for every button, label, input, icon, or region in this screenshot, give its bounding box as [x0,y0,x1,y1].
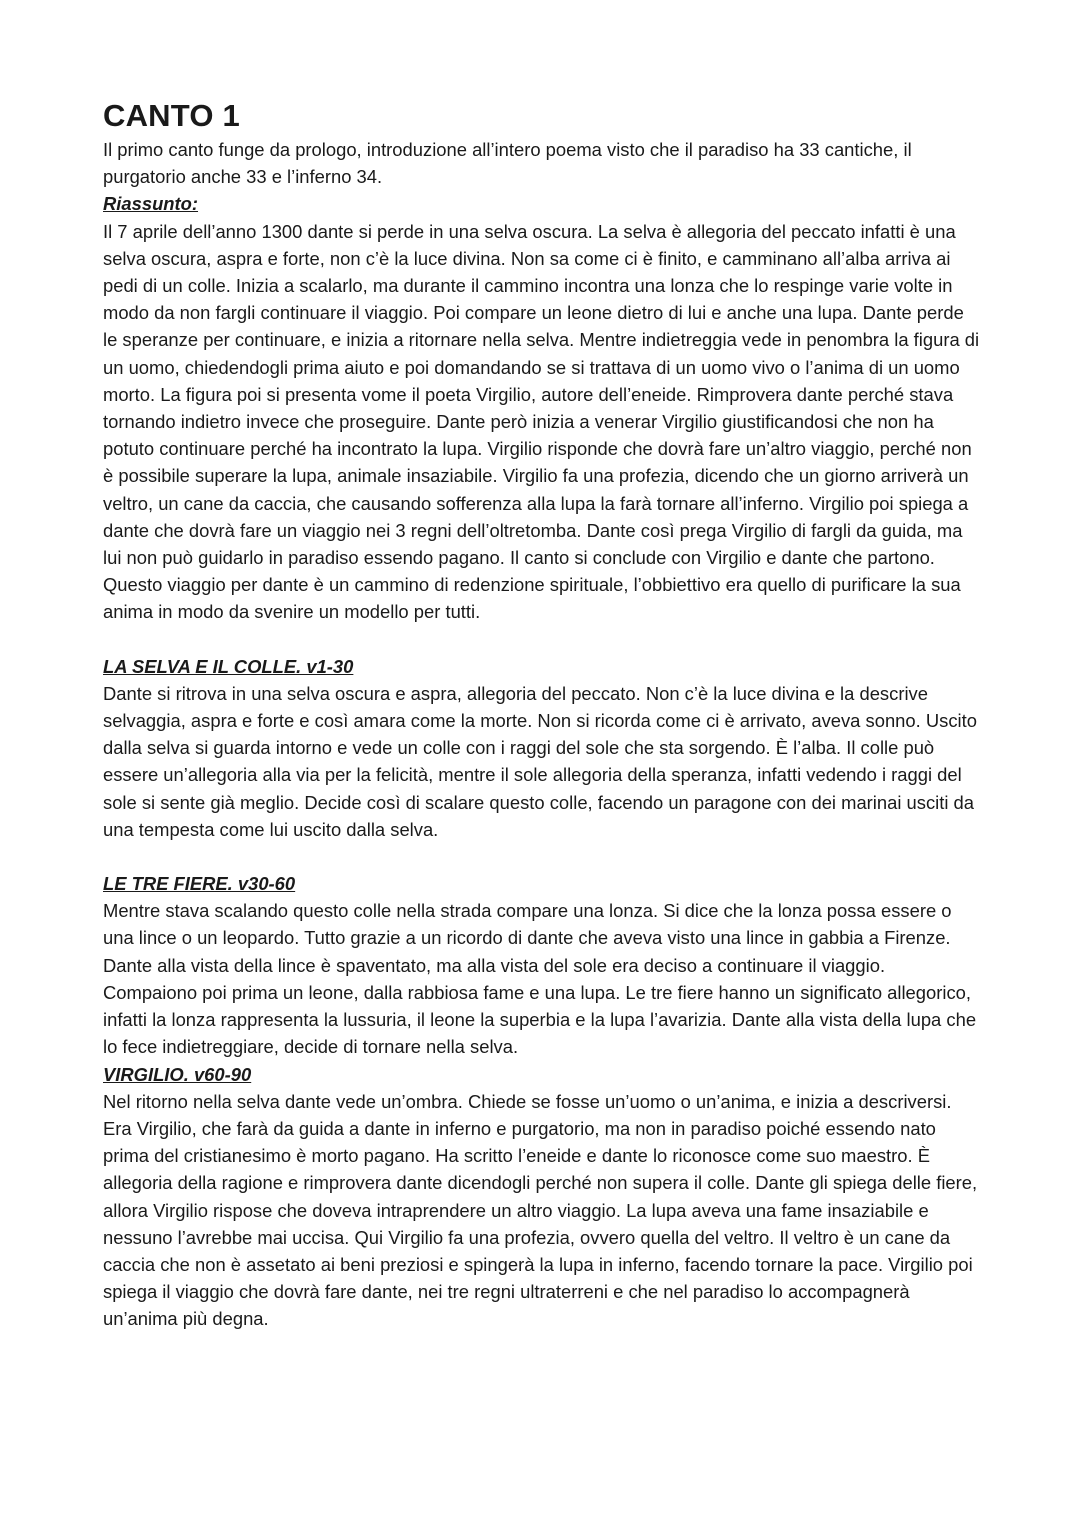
intro-paragraph: Il primo canto funge da prologo, introduzione all’intero poema visto che il paradiso ha 33 cantiche, il purgatorio anche 33 e l’inferno 34. [103,139,912,188]
section-text-virgilio: Nel ritorno nella selva dante vede un’ombra. Chiede se fosse un’uomo o un’anima, e inizia a descriversi. Era Virgilio, che farà da guida a dante in inferno e purgatorio, ma non in paradiso poiché essendo nato prima del cristianesimo è morto pagano. Ha scritto l’eneide e dante lo riconosce come suo maestro. È allegoria della ragione e rimprovera dante dicendogli perché non supera il colle. Dante gli spiega delle fiere, allora Virgilio rispose che doveva intraprendere un altro viaggio. La lupa aveva una fame insaziabile e nessuno l’avrebbe mai uccisa. Qui Virgilio fa una profezia, ovvero quella del veltro. Il veltro è un cane da caccia che non è assetato ai beni preziosi e spingerà la lupa in inferno, facendo tornare la pace. Virgilio poi spiega il viaggio che dovrà fare dante, nei tre regni ultraterreni e che nel paradiso lo accompagnerà un’anima più degna. [103,1090,978,1330]
section-heading-virgilio: VIRGILIO. v60-90 [103,1063,252,1085]
riassunto-paragraph: Il 7 aprile dell’anno 1300 dante si perde in una selva oscura. La selva è allegoria del peccato infatti è una selva oscura, aspra e forte, non c’è la luce divina. Non sa come ci è finito, e camminano all’alba arriva ai pedi di un colle. Inizia a scalarlo, ma durante il cammino incontra una lonza che lo respinge varie volte in modo da non fargli continuare il viaggio. Poi compare un leone dietro di lui e anche una lupa. Dante perde le speranze per continuare, e inizia a ritornare nella selva. Mentre indietreggia vede in penombra la figura di un uomo, chiedendogli prima aiuto e poi domandando se si trattava di un uomo vivo o l’anima di un uomo morto. La figura poi si presenta vome il poeta Virgilio, autore dell’eneide. Rimprovera dante perché stava tornando indietro invece che proseguire. Dante però inizia a venerar Virgilio giustificandosi che non ha potuto continuare perché ha incontrato la lupa. Virgilio risponde che dovrà fare un’altro viaggio, perché non è possibile superare la lupa, animale insaziabile. Virgilio fa una profezia, dicendo che un giorno arriverà un veltro, un cane da caccia, che causando sofferenza alla lupa la farà tornare all’inferno. Virgilio poi spiega a dante che dovrà fare un viaggio nei 3 regni dell’oltretomba. Dante così prega Virgilio di fargli da guida, ma lui non può guidarlo in paradiso essendo pagano. Il canto si conclude con Virgilio e dante che partono. [103,220,980,569]
section-text-tre-fiere: Mentre stava scalando questo colle nella strada compare una lonza. Si dice che la lonza possa essere o una lince o un leopardo. Tutto grazie a un ricordo di dante che aveva visto una lince in gabbia a Firenze. Dante alla vista della lince è spaventato, ma alla vista del sole era deciso a continuare il viaggio. Compaiono poi prima un leone, dalla rabbiosa fame e una lupa. Le tre fiere hanno un significato allegorico, infatti la lonza rappresenta la lussuria, il leone la superbia e la lupa l’avarizia. Dante alla vista della lupa che lo fece indietreggiare, decide di tornare nella selva. [103,900,977,1058]
section-text-selva-colle: Dante si ritrova in una selva oscura e aspra, allegoria del peccato. Non c’è la luce divina e la descrive selvaggia, aspra e forte e così amara come la morte. Non si ricorda come ci è arrivato, aveva sonno. Uscito dalla selva si guarda intorno e vede un colle con i raggi del sole che sta sorgendo. È l’alba. Il colle può essere un’allegoria alla via per la felicità, mentre il sole allegoria della speranza, infatti vedendo i raggi del sole si sente già meglio. Decide così di scalare questo colle, facendo un paragone con dei marinai usciti da una tempesta come lui uscito dalla selva. [103,682,977,840]
spacer [103,843,983,870]
riassunto-heading: Riassunto: [103,193,199,215]
section-heading-selva-colle: LA SELVA E IL COLLE. v1-30 [103,655,354,677]
page-title: CANTO 1 [103,98,240,133]
section-heading-tre-fiere: LE TRE FIERE. v30-60 [103,873,296,895]
document-page [103,96,983,1333]
riassunto-conclusion-paragraph: Questo viaggio per dante è un cammino di redenzione spirituale, l’obbiettivo era quello di purificare la sua anima in modo da svenire un modello per tutti. [103,574,961,623]
spacer [103,626,983,653]
